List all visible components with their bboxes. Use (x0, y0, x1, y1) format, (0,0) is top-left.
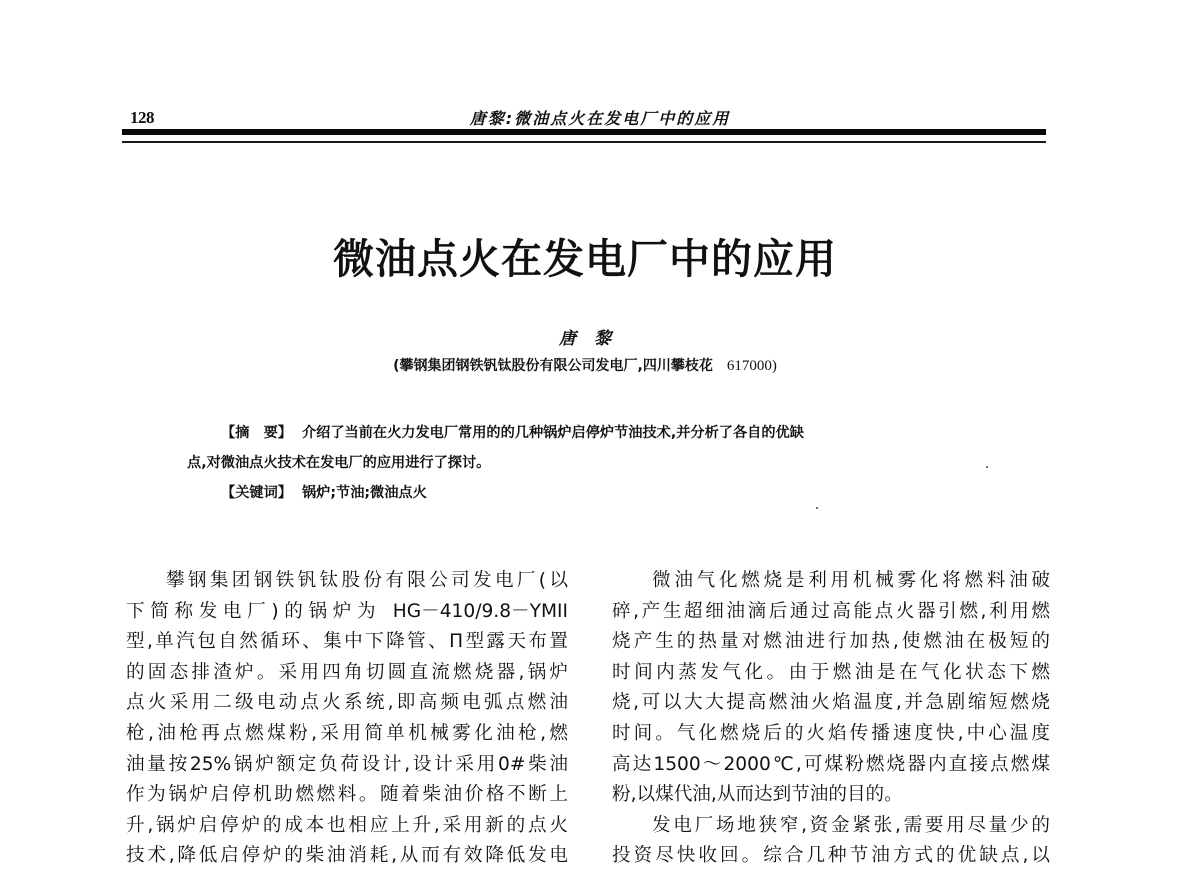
keywords-text: 锅炉;节油;微油点火 (301, 485, 427, 501)
body-line: 作为锅炉启停机助燃燃料。随着柴油价格不断上 (126, 784, 568, 806)
abstract-block (187, 418, 1002, 508)
body-line: 攀钢集团钢铁钒钛股份有限公司发电厂(以 (166, 570, 568, 591)
body-line: 枪,油枪再点燃煤粉,采用简单机械雾化油枪,燃 (126, 722, 568, 744)
body-line: 高达1500～2000℃,可煤粉燃烧器内直接点燃煤 (612, 753, 1050, 775)
body-line: 油量按25%锅炉额定负荷设计,设计采用0#柴油 (126, 753, 568, 775)
header-rule-thin (122, 141, 1046, 143)
affiliation-text: (攀钢集团钢铁钒钛股份有限公司发电厂,四川攀枝花 (393, 358, 713, 374)
body-line: 时间。气化燃烧后的火焰传播速度快,中心温度 (612, 722, 1050, 744)
body-right-column (612, 566, 1050, 872)
scan-speck (816, 507, 818, 509)
body-line: 的固态排渣炉。采用四角切圆直流燃烧器,锅炉 (126, 661, 568, 683)
abstract-text-line2: 点,对微油点火技术在发电厂的应用进行了探讨。 (187, 455, 491, 471)
header-rule-thick (122, 129, 1046, 135)
body-line: 下简称发电厂)的锅炉为 HG－410/9.8－YMII (126, 600, 568, 622)
body-line: 型,单汽包自然循环、集中下降管、Π型露天布置 (126, 631, 568, 653)
keywords-paragraph (187, 478, 1002, 508)
body-left-column (126, 566, 568, 872)
body-line: 点火采用二级电动点火系统,即高频电弧点燃油 (126, 692, 568, 714)
affiliation-zip: 617000) (726, 358, 777, 374)
body-line: 发电厂场地狭窄,资金紧张,需要用尽量少的 (652, 814, 1050, 836)
abstract-text-line1: 介绍了当前在火力发电厂常用的的几种锅炉启停炉节油技术,并分析了各自的优缺 (301, 425, 804, 441)
body-line: 烧产生的热量对燃油进行加热,使燃油在极短的 (612, 631, 1050, 653)
running-head-title: 唐黎:微油点火在发电厂中的应用 (469, 109, 731, 128)
body-line: 时间内蒸发气化。由于燃油是在气化状态下燃 (612, 661, 1050, 683)
body-line: 碎,产生超细油滴后通过高能点火器引燃,利用燃 (612, 600, 1050, 622)
body-line: 烧,可以大大提高燃油火焰温度,并急剧缩短燃烧 (612, 692, 1050, 714)
article-title: 微油点火在发电厂中的应用 (333, 235, 837, 283)
abstract-label: 【摘 要】 (221, 425, 292, 441)
author-affiliation (0, 355, 1170, 375)
body-line: 升,锅炉启停炉的成本也相应上升,采用新的点火 (126, 814, 568, 836)
author-name: 唐黎 (559, 329, 629, 349)
abstract-paragraph (187, 418, 1002, 448)
scan-speck (986, 466, 988, 468)
page-number: 128 (130, 108, 154, 127)
body-line: 投资尽快收回。综合几种节油方式的优缺点,以 (612, 845, 1050, 867)
body-line: 微油气化燃烧是利用机械雾化将燃料油破 (652, 570, 1050, 591)
body-line: 粉,以煤代油,从而达到节油的目的。 (612, 784, 903, 806)
body-line: 技术,降低启停炉的柴油消耗,从而有效降低发电 (126, 845, 568, 867)
keywords-label: 【关键词】 (221, 485, 292, 501)
